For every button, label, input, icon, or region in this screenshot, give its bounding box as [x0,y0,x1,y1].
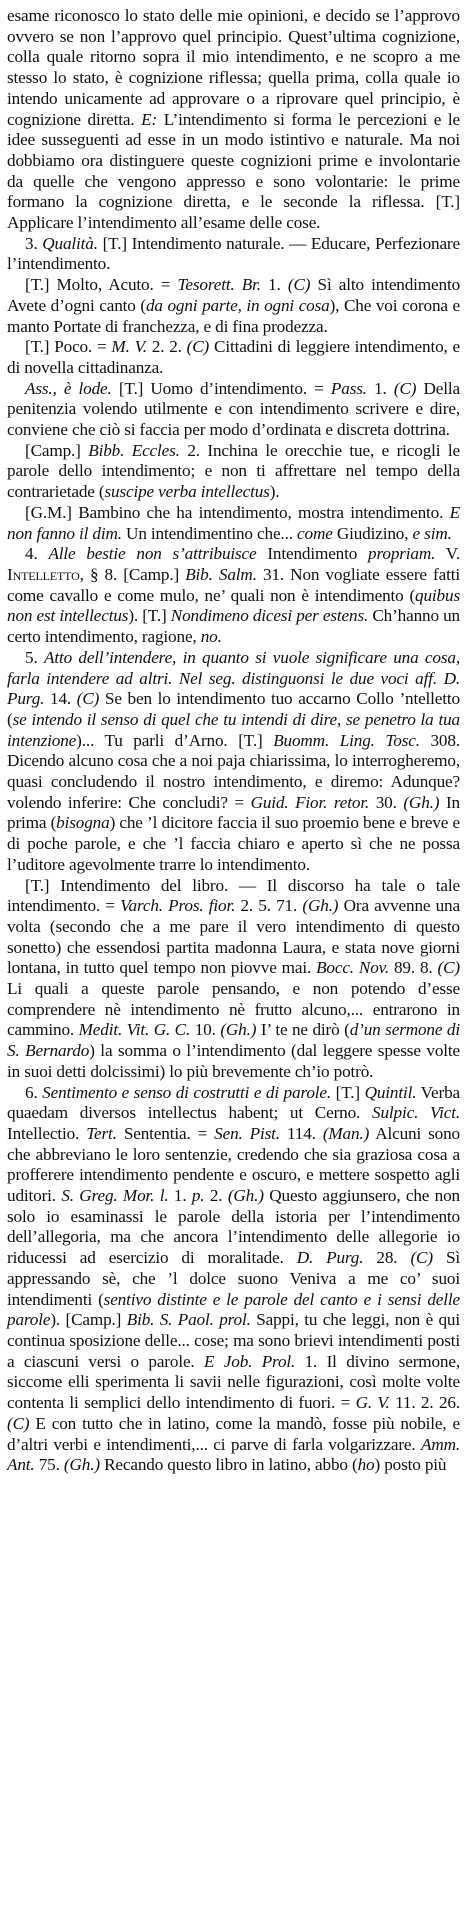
entry-paragraph-0: esame riconosco lo stato delle mie opinioni, e decido se l’approvo ovvero se non l’approvo quel principio. Quest’ultima cognizione, colla quale ritorno sopra il mio intendimento, e ne scopro a me stesso lo stato, è cognizione riflessa; quella prima, colla quale io intendo unicamente ad approvare o a riprovare quel principio, è cognizione diretta. E: L’intendimento si forma le percezioni e le idee susseguenti ad esse in un modo istintivo e naturale. Ma noi dobbiamo ora distinguere queste cognizioni prime e involontarie da quelle che vengono appresso e sono volontarie: le prime formano la cognizione diretta, e le seconde la riflessa. [T.] Applicare l’intendimento all’esame delle cose. [7,6,460,233]
entry-paragraph-4: Ass., è lode. [T.] Uomo d’intendimento. = Pass. 1. (C) Della penitenzia volendo utilmente e con intendimento scrivere e dire, conviene che ciò si faccia per modo d’ordinata e discreta dottrina. [7,378,460,440]
entry-paragraph-7: 4. Alle bestie non s’attribuisce Intendimento propriam. V. Intelletto, § 8. [Camp.] Bib. Salm. 31. Non vogliate essere fatti come cavallo e come mulo, ne’ quali non è intendimento (quibus non est intellectus). [T.] Nondimeno dicesi per estens. Ch’hanno un certo intendimento, ragione, no. [7,544,460,647]
text-column [7,6,460,1476]
entry-paragraph-9: [T.] Intendimento del libro. — Il discorso ha tale o tale intendimento. = Varch. Pros. fior. 2. 5. 71. (Gh.) Ora avvenne una volta (secondo che a me pare il vero intendimento di questo sonetto) che essendosi partita madonna Laura, e stata nove giorni lontana, in tutto quel tempo non piovve mai. Bocc. Nov. 89. 8. (C) Li quali a queste parole pensando, e non potendo d’esse comprendere nè intendimento nè frutto alcuno,... entrarono in cammino. Medit. Vit. G. C. 10. (Gh.) I’ te ne dirò (d’un sermone di S. Bernardo) la somma o l’intendimento (dal leggere spesse volte in suoi detti dolcissimi) lo più brevemente ch’io potrò. [7,875,460,1081]
entry-paragraph-2: [T.] Molto, Acuto. = Tesorett. Br. 1. (C) Sì alto intendimento Avete d’ogni canto (da ogni parte, in ogni cosa), Che voi corona e manto Portate di franchezza, e di fina prodezza. [7,275,461,336]
entry-paragraph-10: 6. Sentimento e senso di costrutti e di parole. [T.] Quintil. Verba quaedam diversos intellectus habent; ut Cerno. Sulpic. Vict. Intellectio. Tert. Sententia. = Sen. Pist. 114. (Man.) Alcuni sono che abbreviano le loro sentenzie, credendo che sia graziosa cosa a profferere intendimento pendente e oscuro, e mettere sospetto agli uditori. S. Greg. Mor. l. 1. p. 2. (Gh.) Questo aggiunsero, che non solo io esaminassi le parole della istoria per l’intendimento dell’allegoria, ma che ancora l’intendimento delle allegorie io riducessi ad esercizio di moralitade. D. Purg. 28. (C) Sì appressando sè, che ’l dolce suono Veniva a me co’ suoi intendimenti (sentivo distinte e le parole del canto e i sensi delle parole). [Camp.] Bib. S. Paol. prol. Sappi, tu che leggi, non è qui continua sposizione delle... cose; ma sono brievi intendimenti posti a ciascuni versi o parole. E Job. Prol. 1. Il divino sermone, siccome elli sperimenta li savii nelle figurazioni, così molte volte contenta li semplici dello intendimento di fuori. = G. V. 11. 2. 26. (C) E con tutto che in latino, come la mandò, fosse più nobile, e d’altri verbi e intendimenti,... ci parve di farla volgarizzare. Amm. Ant. 75. (Gh.) Recando questo libro in latino, abbo (ho) posto più [7,1082,461,1475]
entry-paragraph-1: 3. Qualità. [T.] Intendimento naturale. — Educare, Perfezionare l’intendimento. [7,233,460,274]
entry-paragraph-6: [G.M.] Bambino che ha intendimento, mostra intendimento. E non fanno il dim. Un intendimentino che... come Giudizino, e sim. [7,502,460,543]
entry-paragraph-5: [Camp.] Bibb. Eccles. 2. Inchina le orecchie tue, e ricogli le parole dello intendimento; e non ti affrettare nel tempo della contrarietade (suscipe verba intellectus). [7,440,460,502]
entry-paragraph-3: [T.] Poco. = M. V. 2. 2. (C) Cittadini di leggiere intendimento, e di novella cittadinanza. [7,337,461,377]
entry-paragraph-8: 5. Atto dell’intendere, in quanto si vuole significare una cosa, farla intendere ad altri. Nel seg. distinguonsi le due voci aff. D. Purg. 14. (C) Se ben lo intendimento tuo accarno Collo ’ntelletto (se intendo il senso di quel che tu intendi di dire, se penetro la tua intenzione)... Tu parli d’Arno. [T.] Buomm. Ling. Tosc. 308. Dicendo alcuno cosa che a noi paja chiarissima, lo interrogheremo, quasi concludendo il nostro intendimento, e diremo: Adunque? volendo inferire: Che concludi? = Guid. Fior. retor. 30. (Gh.) In prima (bisogna) che ’l dicitore faccia il suo proemio bene e breve e di poche parole, e che ’l faccia chiaro e aperto sì che ne possa l’uditore agevolmente trarre lo intendimento. [7,647,461,874]
